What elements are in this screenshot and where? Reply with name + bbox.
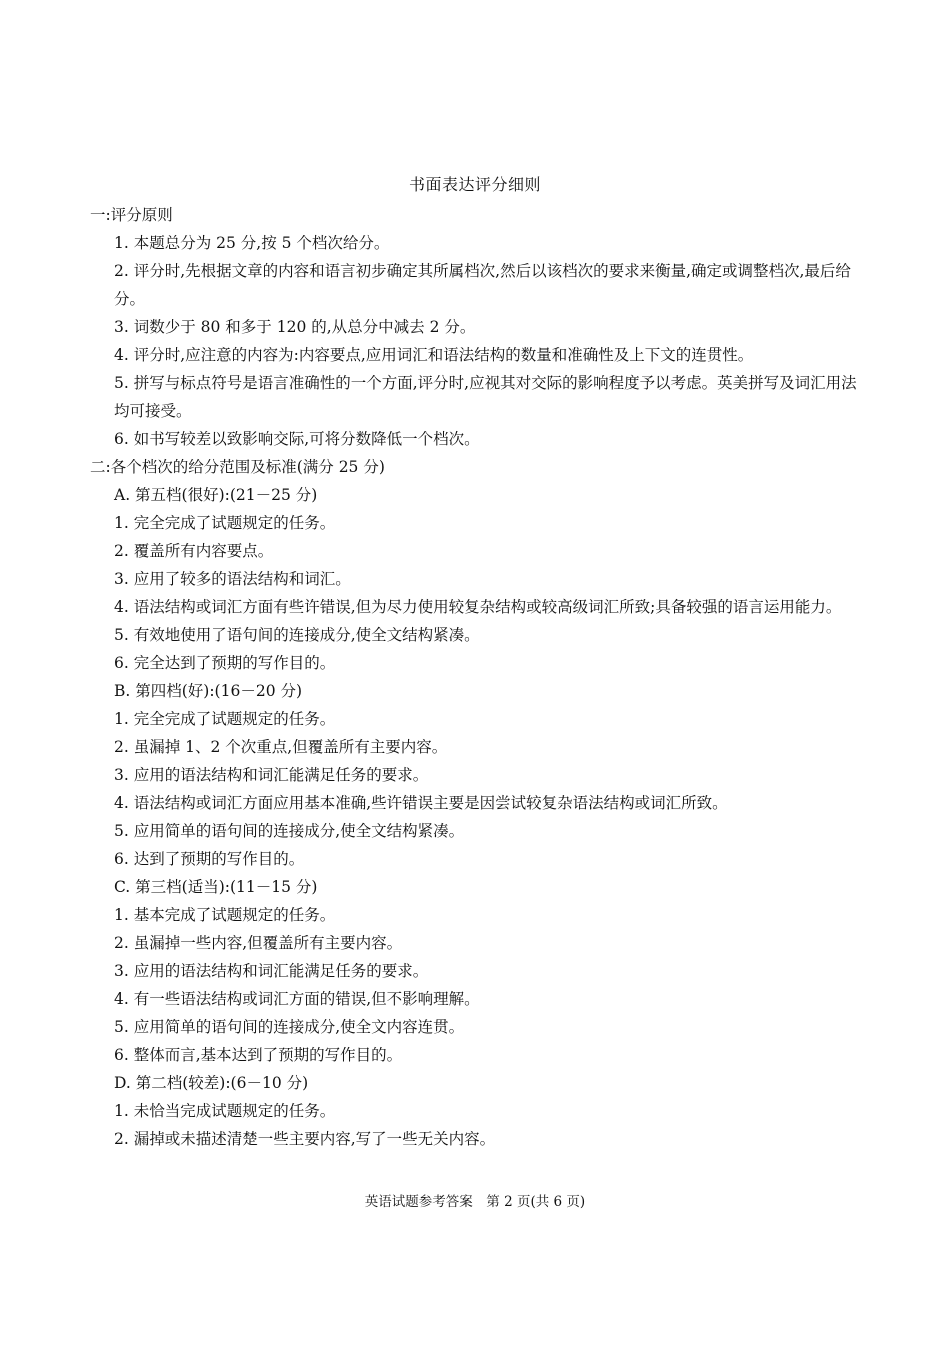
- list-item: 1. 完全完成了试题规定的任务。: [114, 710, 336, 728]
- list-item: 2. 覆盖所有内容要点。: [114, 542, 274, 560]
- list-item: 3. 应用的语法结构和词汇能满足任务的要求。: [114, 766, 429, 784]
- list-item: 6. 达到了预期的写作目的。: [114, 850, 305, 868]
- list-item: 5. 应用简单的语句间的连接成分,使全文内容连贯。: [114, 1018, 465, 1036]
- list-item: 4. 评分时,应注意的内容为:内容要点,应用词汇和语法结构的数量和准确性及上下文的连贯性。: [114, 346, 754, 364]
- list-item: 2. 虽漏掉一些内容,但覆盖所有主要内容。: [114, 934, 403, 952]
- page-title: 书面表达评分细则: [408, 175, 541, 194]
- list-item: 6. 完全达到了预期的写作目的。: [114, 654, 336, 672]
- list-item: 5. 有效地使用了语句间的连接成分,使全文结构紧凑。: [114, 626, 480, 644]
- list-item: 1. 完全完成了试题规定的任务。: [114, 514, 336, 532]
- section-heading: 二:各个档次的给分范围及标准(满分 25 分): [90, 458, 385, 476]
- list-item: B. 第四档(好):(16－20 分): [114, 682, 303, 700]
- list-item: 4. 语法结构或词汇方面应用基本准确,些许错误主要是因尝试较复杂语法结构或词汇所致。: [114, 794, 728, 812]
- list-item: 1. 未恰当完成试题规定的任务。: [114, 1102, 336, 1120]
- section-heading: 一:评分原则: [90, 206, 173, 224]
- list-item: C. 第三档(适当):(11－15 分): [114, 878, 318, 896]
- list-item: 6. 如书写较差以致影响交际,可将分数降低一个档次。: [114, 430, 480, 448]
- list-item: 3. 应用的语法结构和词汇能满足任务的要求。: [114, 962, 429, 980]
- list-item: 5. 应用简单的语句间的连接成分,使全文结构紧凑。: [114, 822, 465, 840]
- document-body: [90, 201, 860, 1153]
- list-item: 3. 词数少于 80 和多于 120 的,从总分中减去 2 分。: [114, 318, 476, 336]
- page-footer: 英语试题参考答案 第 2 页(共 6 页): [364, 1194, 586, 1210]
- list-item: D. 第二档(较差):(6－10 分): [114, 1074, 309, 1092]
- list-item: 4. 语法结构或词汇方面有些许错误,但为尽力使用较复杂结构或较高级词汇所致;具备较强的语言运用能力。: [114, 598, 842, 616]
- list-item: 6. 整体而言,基本达到了预期的写作目的。: [114, 1046, 403, 1064]
- list-item: 2. 漏掉或未描述清楚一些主要内容,写了一些无关内容。: [114, 1130, 496, 1148]
- list-item: 5. 拼写与标点符号是语言准确性的一个方面,评分时,应视其对交际的影响程度予以考虑。英美拼写及词汇用法均可接受。: [114, 374, 857, 420]
- list-item: 2. 评分时,先根据文章的内容和语言初步确定其所属档次,然后以该档次的要求来衡量,确定或调整档次,最后给分。: [114, 262, 851, 308]
- list-item: 4. 有一些语法结构或词汇方面的错误,但不影响理解。: [114, 990, 480, 1008]
- list-item: A. 第五档(很好):(21－25 分): [114, 486, 318, 504]
- list-item: 3. 应用了较多的语法结构和词汇。: [114, 570, 351, 588]
- list-item: 2. 虽漏掉 1、2 个次重点,但覆盖所有主要内容。: [114, 738, 448, 756]
- list-item: 1. 基本完成了试题规定的任务。: [114, 906, 336, 924]
- list-item: 1. 本题总分为 25 分,按 5 个档次给分。: [114, 234, 390, 252]
